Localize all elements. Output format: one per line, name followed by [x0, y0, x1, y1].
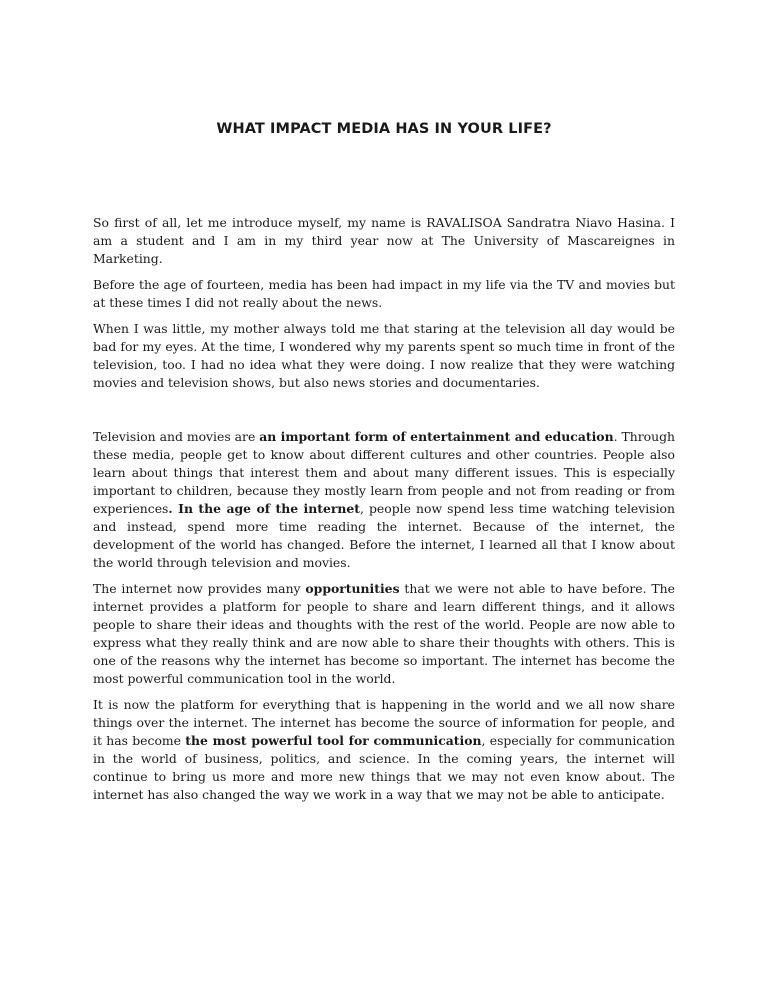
paragraph-childhood-television	[93, 320, 675, 392]
text-segment: The internet now provides many	[93, 581, 306, 596]
text-segment: that we were not able to have before. The internet provides a platform for people to share and learn different things, and it allows people to share their ideas and thoughts with the rest of the world. People are now able to express what they really think and are now able to share their thoughts with others. This is one of the reasons why the internet has become so important. The internet has become the most powerful communication tool in the world.	[93, 581, 675, 686]
bold-text-segment: . In the age of the internet	[168, 501, 360, 516]
text-segment: So first of all, let me introduce myself, my name is RAVALISOA Sandratra Niavo Hasina. I am a student and I am in my third year now at The University of Mascareignes in Marketing.	[93, 215, 675, 266]
text-segment: , especially for communication in the world of business, politics, and science. In the coming years, the internet will continue to bring us more and more new things that we may not even know about. The internet has also changed the way we work in a way that we may not be able to anticipate.	[93, 733, 675, 802]
text-segment: , people now spend less time watching television and instead, spend more time reading the internet. Because of the internet, the development of the world has changed. Before the internet, I learned all that I know about the world through television and movies.	[93, 501, 675, 570]
text-segment: Television and movies are	[93, 429, 260, 444]
paragraph-internet-platform	[93, 696, 675, 804]
text-segment: It is now the platform for everything that is happening in the world and we all now share things over the internet. The internet has become the source of information for people, and it has become	[93, 697, 675, 748]
bold-text-segment: opportunities	[305, 581, 400, 596]
document-body	[93, 214, 675, 812]
text-segment: When I was little, my mother always told me that staring at the television all day would be bad for my eyes. At the time, I wondered why my parents spent so much time in front of the television, too. I had no idea what they were doing. I now realize that they were watching movies and television shows, but also news stories and documentaries.	[93, 321, 675, 390]
bold-text-segment: an important form of entertainment and education	[259, 429, 614, 444]
paragraph-before-fourteen	[93, 276, 675, 312]
bold-text-segment: the most powerful tool for communication	[185, 733, 482, 748]
paragraph-television-movies	[93, 428, 675, 572]
document-title: WHAT IMPACT MEDIA HAS IN YOUR LIFE?	[216, 121, 552, 137]
text-segment: . Through these media, people get to know about different cultures and other countries. People also learn about things that interest them and about many different issues. This is especially important to children, because they mostly learn from people and not from reading or from experiences	[93, 429, 676, 516]
paragraph-introduction	[93, 214, 675, 268]
paragraph-internet-opportunities	[93, 580, 675, 688]
text-segment: Before the age of fourteen, media has been had impact in my life via the TV and movies but at these times I did not really about the news.	[93, 277, 675, 310]
